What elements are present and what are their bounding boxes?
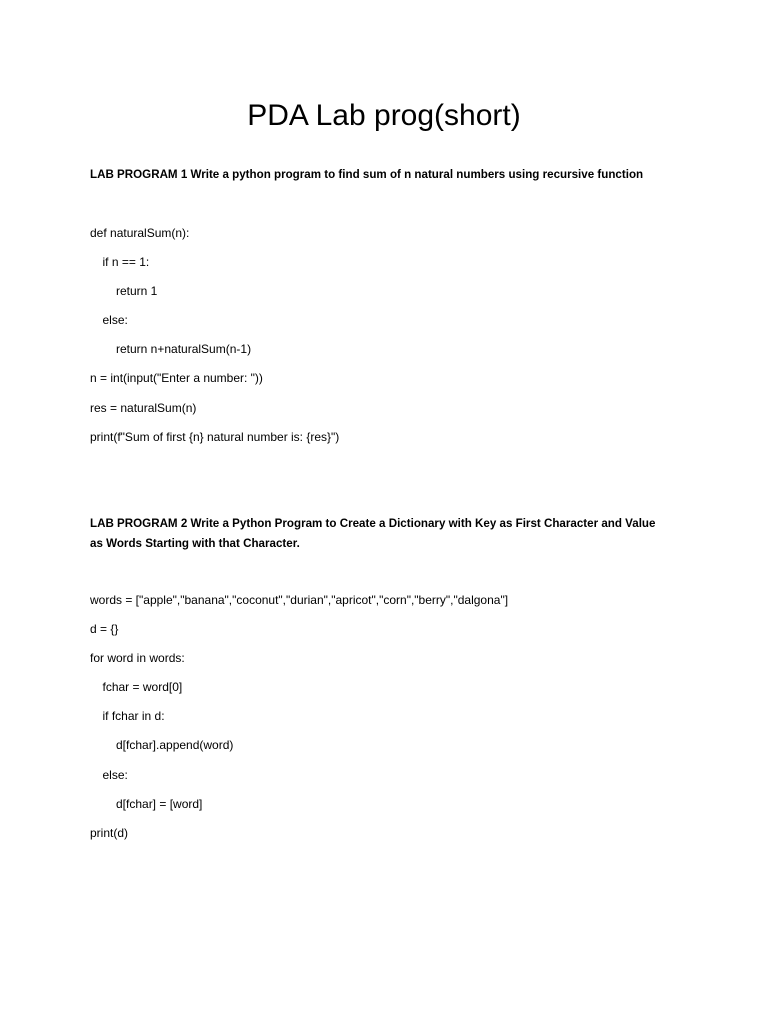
lab-program-1-code (90, 224, 710, 457)
code-line: else: (102, 313, 128, 328)
code-line: if fchar in d: (102, 709, 165, 724)
lab-program-2-heading-line-1: LAB PROGRAM 2 Write a Python Program to Create a Dictionary with Key as First Character and Value (90, 517, 656, 530)
code-line: for word in words: (90, 651, 185, 666)
code-line: return n+naturalSum(n-1) (116, 342, 252, 357)
page-title: PDA Lab prog(short) (247, 99, 521, 132)
code-line: else: (102, 767, 128, 782)
code-line: def naturalSum(n): (90, 226, 190, 240)
code-line: print(f"Sum of first {n} natural number is: {res}") (90, 429, 340, 444)
code-line: fchar = word[0] (102, 680, 183, 695)
lab-program-2-code (90, 591, 710, 853)
code-line: n = int(input("Enter a number: ")) (90, 371, 263, 386)
code-line: if n == 1: (102, 255, 150, 270)
lab-program-2-heading-line-2: as Words Starting with that Character. (90, 536, 300, 550)
code-line: d[fchar] = [word] (116, 796, 203, 811)
code-line: return 1 (116, 284, 158, 299)
code-line: words = ["apple","banana","coconut","durian","apricot","corn","berry","dalgona"] (90, 593, 509, 607)
code-line: d[fchar].append(word) (116, 738, 234, 753)
code-line: res = naturalSum(n) (90, 400, 197, 415)
code-line: d = {} (90, 622, 119, 637)
lab-program-2-heading (90, 514, 690, 553)
code-line: print(d) (90, 825, 129, 840)
lab-program-1-heading: LAB PROGRAM 1 Write a python program to find sum of n natural numbers using recursive function (90, 168, 644, 181)
